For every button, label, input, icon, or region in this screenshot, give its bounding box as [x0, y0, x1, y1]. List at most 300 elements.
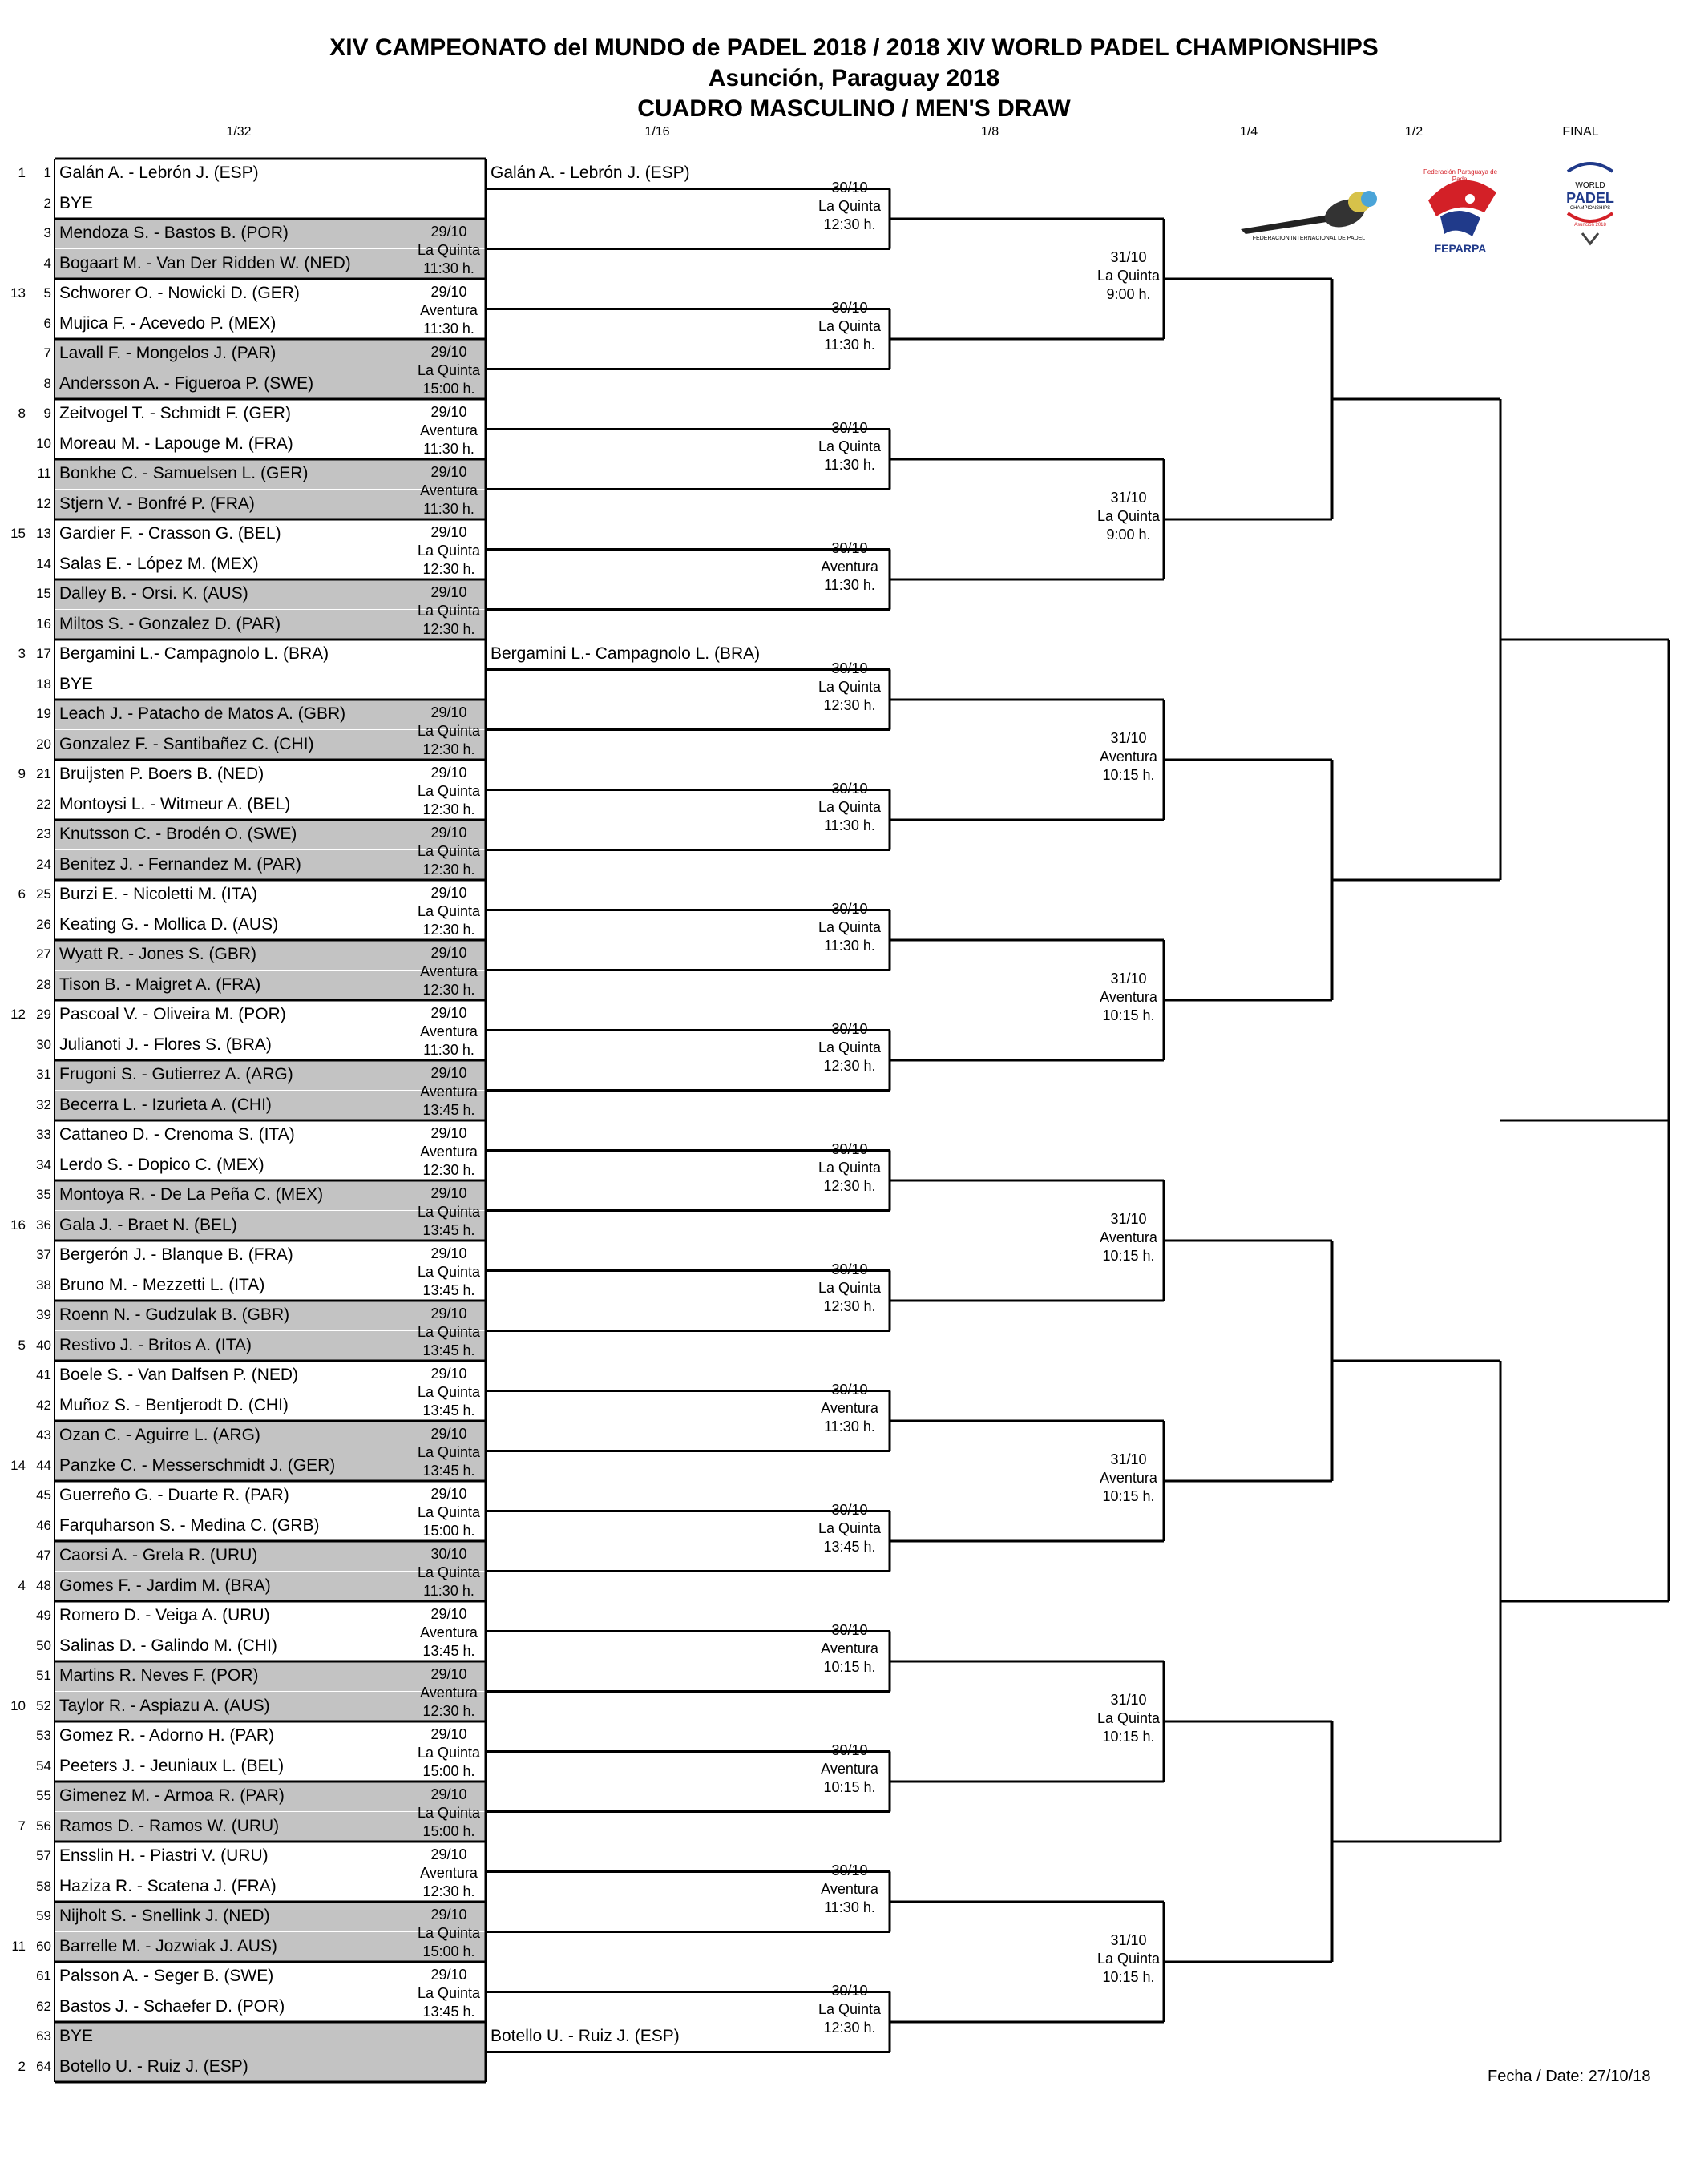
r16-venue: La Quinta — [818, 798, 882, 815]
entry-number: 52 — [36, 1697, 51, 1713]
entry-number: 32 — [36, 1096, 51, 1112]
entry-team: Gardier F. - Crasson G. (BEL) — [59, 524, 281, 543]
r32-venue: La Quinta — [417, 1925, 481, 1941]
entry-number: 34 — [36, 1156, 51, 1172]
r16-date: 30/10 — [831, 539, 868, 556]
entry-team: Roenn N. - Gudzulak B. (GBR) — [59, 1305, 290, 1324]
entry-number: 51 — [36, 1668, 51, 1683]
r8-venue: La Quinta — [1096, 1951, 1161, 1967]
entry-team: Gomez R. - Adorno H. (PAR) — [59, 1726, 275, 1745]
r16-venue: La Quinta — [818, 918, 882, 935]
r16-venue: La Quinta — [818, 1159, 882, 1176]
entry-team: Bruno M. - Mezzetti L. (ITA) — [59, 1275, 265, 1294]
r16-date: 30/10 — [831, 179, 868, 196]
r32-date: 29/10 — [430, 1245, 467, 1261]
r16-time: 13:45 h. — [823, 1538, 876, 1555]
entry-team: Mendoza S. - Bastos B. (POR) — [59, 224, 289, 242]
r16-date: 30/10 — [831, 1020, 868, 1037]
r32-time: 12:30 h. — [422, 922, 475, 938]
entry-team: Leach J. - Patacho de Matos A. (GBR) — [59, 704, 346, 723]
r16-venue: La Quinta — [818, 438, 882, 454]
r32-time: 12:30 h. — [422, 801, 475, 817]
r32-venue: La Quinta — [417, 1985, 481, 2001]
entry-team: Moreau M. - Lapouge M. (FRA) — [59, 434, 293, 453]
entry-team: Haziza R. - Scatena J. (FRA) — [59, 1876, 277, 1895]
r32-date: 29/10 — [430, 524, 467, 540]
r16-venue: Aventura — [821, 1880, 878, 1897]
entry-seed: 13 — [10, 285, 26, 301]
date-label: Fecha / Date: 27/10/18 — [1488, 2068, 1651, 2085]
entry-seed: 14 — [10, 1457, 26, 1473]
entry-number: 35 — [36, 1187, 51, 1202]
title-line-2: Asunción, Paraguay 2018 — [708, 65, 1000, 91]
entry-team: Barrelle M. - Jozwiak J. AUS) — [59, 1936, 277, 1955]
r32-date: 29/10 — [430, 1907, 467, 1923]
r32-time: 13:45 h. — [422, 1402, 475, 1418]
entry-team: Bogaart M. - Van Der Ridden W. (NED) — [59, 253, 351, 272]
r32-time: 11:30 h. — [423, 1042, 474, 1058]
entry-team: Bonkhe C. - Samuelsen L. (GER) — [59, 464, 309, 482]
r32-time: 13:45 h. — [422, 1282, 475, 1298]
bye-advance-team: Galán A. - Lebrón J. (ESP) — [491, 163, 690, 182]
r16-date: 30/10 — [831, 1501, 868, 1518]
r32-venue: La Quinta — [417, 783, 481, 799]
r16-time: 11:30 h. — [824, 1899, 875, 1915]
r32-venue: La Quinta — [417, 903, 481, 919]
r32-time: 11:30 h. — [423, 260, 474, 276]
entry-number: 64 — [36, 2058, 51, 2074]
entry-team: Becerra L. - Izurieta A. (CHI) — [59, 1095, 272, 1114]
r32-date: 29/10 — [430, 1185, 467, 1201]
entry-number: 38 — [36, 1277, 51, 1293]
wpc-logo-text-2: PADEL — [1566, 190, 1614, 206]
round-label-r32: 1/32 — [226, 125, 252, 139]
entry-number: 15 — [36, 586, 51, 601]
r32-venue: La Quinta — [417, 543, 481, 559]
entry-seed: 12 — [10, 1007, 26, 1022]
entry-number: 36 — [36, 1217, 51, 1233]
r32-time: 12:30 h. — [422, 1703, 475, 1719]
entry-number: 14 — [36, 555, 51, 571]
entry-number: 26 — [36, 916, 51, 932]
entry-seed: 10 — [10, 1697, 26, 1713]
r16-date: 30/10 — [831, 1741, 868, 1758]
r32-time: 11:30 h. — [423, 501, 474, 517]
entry-number: 46 — [36, 1517, 51, 1533]
entry-team: Lerdo S. - Dopico C. (MEX) — [59, 1155, 264, 1174]
entry-number: 55 — [36, 1788, 51, 1803]
entry-team: Ozan C. - Aguirre L. (ARG) — [59, 1426, 260, 1444]
r32-date: 29/10 — [430, 1486, 467, 1502]
r16-venue: La Quinta — [818, 197, 882, 214]
entry-seed: 4 — [18, 1577, 26, 1593]
entry-number: 48 — [36, 1577, 51, 1593]
entry-team: Stjern V. - Bonfré P. (FRA) — [59, 494, 255, 513]
r32-venue: La Quinta — [417, 242, 481, 258]
r16-date: 30/10 — [831, 419, 868, 436]
entry-team: BYE — [59, 674, 94, 693]
r32-venue: La Quinta — [417, 1805, 481, 1821]
entry-number: 1 — [43, 165, 51, 180]
r32-date: 29/10 — [430, 1726, 467, 1742]
entry-team: Boele S. - Van Dalfsen P. (NED) — [59, 1366, 299, 1384]
entry-seed: 7 — [18, 1818, 26, 1834]
r32-time: 15:00 h. — [422, 1823, 475, 1839]
r32-venue: La Quinta — [417, 1324, 481, 1340]
r32-date: 29/10 — [430, 945, 467, 961]
r32-venue: La Quinta — [417, 1264, 481, 1280]
r8-time: 10:15 h. — [1102, 1248, 1155, 1264]
entry-seed: 8 — [18, 406, 26, 421]
r16-time: 11:30 h. — [824, 1418, 875, 1435]
r32-date: 29/10 — [430, 1606, 467, 1622]
r16-date: 30/10 — [831, 1862, 868, 1878]
entry-number: 42 — [36, 1397, 51, 1413]
entry-number: 10 — [36, 435, 51, 451]
r32-time: 13:45 h. — [422, 1643, 475, 1659]
r16-date: 30/10 — [831, 1140, 868, 1157]
entry-number: 16 — [36, 615, 51, 632]
entry-team: Keating G. - Mollica D. (AUS) — [59, 914, 279, 934]
entry-number: 19 — [36, 706, 51, 721]
r16-date: 30/10 — [831, 1381, 868, 1398]
r16-date: 30/10 — [831, 900, 868, 917]
r32-date: 29/10 — [430, 1065, 467, 1081]
r8-date: 31/10 — [1110, 1692, 1147, 1708]
entry-team: Panzke C. - Messerschmidt J. (GER) — [59, 1455, 336, 1475]
entry-number: 49 — [36, 1608, 51, 1623]
wpc-logo-text-3: CHAMPIONSHIPS — [1569, 206, 1611, 211]
entry-number: 45 — [36, 1487, 51, 1503]
entry-seed: 9 — [18, 766, 26, 781]
r16-date: 30/10 — [831, 1982, 868, 1999]
round-label-sf: 1/2 — [1404, 125, 1423, 139]
entry-seed: 16 — [10, 1217, 26, 1233]
entry-team: Ensslin H. - Piastri V. (URU) — [59, 1846, 269, 1865]
r16-date: 30/10 — [831, 299, 868, 316]
r32-venue: La Quinta — [417, 1384, 481, 1400]
fip-logo-text: FEDERACION INTERNACIONAL DE PADEL — [1252, 236, 1366, 241]
entry-team: Gonzalez F. - Santibañez C. (CHI) — [59, 734, 314, 753]
r32-time: 12:30 h. — [422, 621, 475, 637]
r32-time: 12:30 h. — [422, 1883, 475, 1899]
r32-venue: Aventura — [420, 1685, 478, 1701]
entry-seed: 15 — [10, 526, 26, 541]
entry-number: 6 — [43, 315, 51, 331]
r16-venue: Aventura — [821, 1640, 878, 1657]
entry-number: 61 — [36, 1968, 51, 1983]
entry-team: Montoysi L. - Witmeur A. (BEL) — [59, 794, 291, 813]
r16-venue: La Quinta — [818, 1279, 882, 1296]
entry-number: 17 — [36, 646, 51, 661]
r32-time: 11:30 h. — [423, 321, 474, 337]
entry-team: Zeitvogel T. - Schmidt F. (GER) — [59, 404, 292, 422]
entry-team: Bergerón J. - Blanque B. (FRA) — [59, 1245, 293, 1264]
r16-date: 30/10 — [831, 780, 868, 797]
r32-venue: Aventura — [420, 1624, 478, 1640]
entry-number: 27 — [36, 946, 51, 962]
r16-venue: La Quinta — [818, 1519, 882, 1536]
entry-number: 58 — [36, 1878, 51, 1894]
entry-team: Peeters J. - Jeuniaux L. (BEL) — [59, 1756, 285, 1775]
entry-number: 7 — [43, 345, 51, 361]
r32-venue: La Quinta — [417, 1564, 481, 1580]
r8-venue: La Quinta — [1096, 268, 1161, 284]
entry-number: 43 — [36, 1427, 51, 1443]
r8-time: 9:00 h. — [1106, 527, 1151, 543]
r8-date: 31/10 — [1110, 490, 1147, 506]
r32-date: 29/10 — [430, 464, 467, 480]
entry-number: 41 — [36, 1367, 51, 1382]
r32-date: 29/10 — [430, 825, 467, 841]
entry-team: Miltos S. - Gonzalez D. (PAR) — [59, 614, 281, 633]
r32-time: 15:00 h. — [422, 1943, 475, 1959]
r32-time: 12:30 h. — [422, 862, 475, 878]
r16-date: 30/10 — [831, 660, 868, 676]
r8-date: 31/10 — [1110, 1211, 1147, 1227]
r8-time: 10:15 h. — [1102, 1729, 1155, 1745]
r32-venue: Aventura — [420, 422, 478, 438]
entry-number: 30 — [36, 1036, 51, 1052]
entry-team: Nijholt S. - Snellink J. (NED) — [59, 1907, 270, 1925]
entry-team: Taylor R. - Aspiazu A. (AUS) — [59, 1696, 270, 1715]
bye-advance-team: Botello U. - Ruiz J. (ESP) — [491, 2027, 680, 2045]
entry-number: 23 — [36, 826, 51, 841]
r32-venue: La Quinta — [417, 1204, 481, 1220]
entry-team: BYE — [59, 2027, 94, 2045]
r16-time: 11:30 h. — [824, 937, 875, 954]
r32-time: 13:45 h. — [422, 1222, 475, 1238]
entry-number: 20 — [36, 736, 51, 752]
r16-time: 12:30 h. — [823, 1297, 876, 1314]
round-label-r16: 1/16 — [644, 125, 670, 139]
r16-date: 30/10 — [831, 1621, 868, 1638]
entry-number: 21 — [36, 766, 51, 781]
entry-team: Muñoz S. - Bentjerodt D. (CHI) — [59, 1395, 289, 1414]
r32-time: 15:00 h. — [422, 1523, 475, 1539]
r32-date: 29/10 — [430, 1967, 467, 1983]
entry-number: 40 — [36, 1337, 51, 1353]
r32-venue: Aventura — [420, 1865, 478, 1881]
r8-time: 10:15 h. — [1102, 1007, 1155, 1023]
entry-team: Frugoni S. - Gutierrez A. (ARG) — [59, 1065, 293, 1084]
entry-number: 13 — [36, 526, 51, 541]
r8-venue: La Quinta — [1096, 508, 1161, 524]
r16-time: 11:30 h. — [824, 456, 875, 473]
r32-date: 29/10 — [430, 885, 467, 901]
entry-team: Gimenez M. - Armoa R. (PAR) — [59, 1786, 285, 1805]
r32-venue: La Quinta — [417, 603, 481, 619]
entry-number: 39 — [36, 1307, 51, 1322]
entry-team: Tison B. - Maigret A. (FRA) — [59, 975, 261, 994]
r16-venue: Aventura — [821, 558, 878, 575]
r32-time: 11:30 h. — [423, 1583, 474, 1599]
entry-team: Martins R. Neves F. (POR) — [59, 1666, 259, 1685]
entry-number: 29 — [36, 1007, 51, 1022]
bye-advance-team: Bergamini L.- Campagnolo L. (BRA) — [491, 644, 761, 663]
r32-time: 12:30 h. — [422, 561, 475, 577]
r32-date: 29/10 — [430, 1786, 467, 1802]
entry-number: 3 — [43, 225, 51, 240]
r16-venue: Aventura — [821, 1760, 878, 1777]
r32-date: 29/10 — [430, 344, 467, 360]
r16-time: 12:30 h. — [823, 1177, 876, 1194]
entry-team: Salinas D. - Galindo M. (CHI) — [59, 1636, 277, 1655]
title-line-3: CUADRO MASCULINO / MEN'S DRAW — [637, 95, 1071, 122]
entry-team: Julianoti J. - Flores S. (BRA) — [59, 1035, 272, 1054]
wpc-logo-text-1: WORLD — [1575, 181, 1605, 190]
r16-venue: La Quinta — [818, 678, 882, 695]
entry-number: 9 — [43, 406, 51, 421]
r32-time: 13:45 h. — [422, 2004, 475, 2020]
r32-date: 29/10 — [430, 765, 467, 781]
entry-team: Andersson A. - Figueroa P. (SWE) — [59, 373, 314, 393]
r16-venue: La Quinta — [818, 1039, 882, 1055]
entry-seed: 1 — [18, 165, 26, 180]
r8-venue: Aventura — [1100, 1229, 1157, 1245]
r32-venue: Aventura — [420, 963, 478, 979]
r32-time: 12:30 h. — [422, 982, 475, 998]
entry-team: Gala J. - Braet N. (BEL) — [59, 1215, 237, 1234]
entry-team: Burzi E. - Nicoletti M. (ITA) — [59, 885, 257, 903]
r32-time: 13:45 h. — [422, 1102, 475, 1118]
entry-number: 63 — [36, 2028, 51, 2044]
r8-date: 31/10 — [1110, 971, 1147, 987]
r32-time: 13:45 h. — [422, 1342, 475, 1358]
entry-number: 53 — [36, 1728, 51, 1743]
r16-time: 11:30 h. — [824, 576, 875, 593]
entry-team: Montoya R. - De La Peña C. (MEX) — [59, 1185, 324, 1204]
entry-team: Lavall F. - Mongelos J. (PAR) — [59, 344, 277, 362]
r32-date: 29/10 — [430, 1426, 467, 1442]
entry-team: Palsson A. - Seger B. (SWE) — [59, 1967, 274, 1985]
r16-time: 12:30 h. — [823, 2019, 876, 2036]
entry-number: 24 — [36, 856, 51, 872]
entry-number: 8 — [43, 375, 51, 391]
round-label-qf: 1/4 — [1239, 125, 1258, 139]
r32-date: 29/10 — [430, 1305, 467, 1322]
entry-team: Guerreño G. - Duarte R. (PAR) — [59, 1486, 289, 1504]
entry-team: Farquharson S. - Medina C. (GRB) — [59, 1515, 320, 1535]
r32-venue: La Quinta — [417, 362, 481, 378]
r16-time: 10:15 h. — [823, 1658, 876, 1675]
r32-date: 30/10 — [430, 1546, 467, 1562]
entry-number: 56 — [36, 1818, 51, 1834]
entry-number: 4 — [43, 255, 51, 271]
r16-time: 12:30 h. — [823, 216, 876, 232]
entry-team: Knutsson C. - Brodén O. (SWE) — [59, 825, 297, 843]
entry-number: 12 — [36, 495, 51, 511]
entry-number: 33 — [36, 1127, 51, 1142]
entry-number: 28 — [36, 976, 51, 992]
entry-team: BYE — [59, 193, 94, 212]
r32-time: 11:30 h. — [423, 441, 474, 457]
entry-team: Dalley B. - Orsi. K. (AUS) — [59, 584, 248, 603]
r32-venue: La Quinta — [417, 1444, 481, 1460]
r32-time: 15:00 h. — [422, 1763, 475, 1779]
entry-team: Schworer O. - Nowicki D. (GER) — [59, 284, 300, 302]
feparpa-logo-text: FEPARPA — [1434, 242, 1487, 255]
r32-date: 29/10 — [430, 1125, 467, 1141]
r16-time: 11:30 h. — [824, 817, 875, 833]
r32-time: 13:45 h. — [422, 1463, 475, 1479]
r8-venue: Aventura — [1100, 1470, 1157, 1486]
r8-venue: Aventura — [1100, 989, 1157, 1005]
r8-date: 31/10 — [1110, 730, 1147, 746]
entry-team: Bergamini L.- Campagnolo L. (BRA) — [59, 644, 329, 663]
entry-number: 5 — [43, 285, 51, 301]
r32-venue: Aventura — [420, 482, 478, 498]
r8-venue: La Quinta — [1096, 1710, 1161, 1726]
r8-time: 10:15 h. — [1102, 767, 1155, 783]
r32-date: 29/10 — [430, 284, 467, 300]
entry-team: Bruijsten P. Boers B. (NED) — [59, 765, 264, 783]
entry-seed: 3 — [18, 646, 26, 661]
r32-venue: Aventura — [420, 1144, 478, 1160]
r16-time: 10:15 h. — [823, 1778, 876, 1795]
r8-time: 10:15 h. — [1102, 1488, 1155, 1504]
entry-team: Ramos D. - Ramos W. (URU) — [59, 1816, 280, 1835]
entry-number: 47 — [36, 1548, 51, 1563]
r8-venue: Aventura — [1100, 749, 1157, 765]
entry-number: 59 — [36, 1908, 51, 1923]
r32-date: 29/10 — [430, 404, 467, 420]
r16-date: 30/10 — [831, 1261, 868, 1277]
entry-team: Gomes F. - Jardim M. (BRA) — [59, 1576, 271, 1595]
r16-venue: La Quinta — [818, 317, 882, 334]
entry-number: 18 — [36, 676, 51, 692]
entry-seed: 6 — [18, 886, 26, 902]
r32-venue: La Quinta — [417, 843, 481, 859]
r32-venue: Aventura — [420, 1084, 478, 1100]
r32-venue: La Quinta — [417, 1745, 481, 1761]
entry-team: Wyatt R. - Jones S. (GBR) — [59, 945, 257, 963]
entry-team: Restivo J. - Britos A. (ITA) — [59, 1335, 252, 1354]
entry-seed: 11 — [11, 1938, 26, 1954]
entry-seed: 2 — [18, 2058, 26, 2074]
r32-date: 29/10 — [430, 224, 467, 240]
feparpa-logo-arc: Federación Paraguaya de Padel — [1423, 168, 1498, 183]
entry-number: 57 — [36, 1848, 51, 1863]
entry-seed: 5 — [18, 1337, 26, 1353]
r32-date: 29/10 — [430, 1366, 467, 1382]
r32-date: 29/10 — [430, 704, 467, 720]
entry-number: 54 — [36, 1757, 51, 1774]
entry-team: Botello U. - Ruiz J. (ESP) — [59, 2056, 248, 2076]
r16-time: 12:30 h. — [823, 1057, 876, 1074]
wpc-logo-text-4: Asunción 2018 — [1574, 223, 1606, 228]
r8-date: 31/10 — [1110, 249, 1147, 265]
entry-number: 62 — [36, 1998, 51, 2014]
r32-venue: La Quinta — [417, 723, 481, 739]
r16-venue: La Quinta — [818, 2000, 882, 2017]
entry-number: 2 — [43, 195, 51, 211]
entry-team: Salas E. - López M. (MEX) — [59, 554, 259, 573]
entry-team: Galán A. - Lebrón J. (ESP) — [59, 163, 259, 182]
r8-date: 31/10 — [1110, 1932, 1147, 1948]
entry-number: 37 — [36, 1247, 51, 1262]
r8-time: 9:00 h. — [1106, 286, 1151, 302]
entry-number: 11 — [37, 466, 51, 481]
round-label-final: FINAL — [1562, 125, 1599, 139]
entry-number: 25 — [36, 886, 51, 902]
r16-venue: Aventura — [821, 1399, 878, 1416]
entry-number: 22 — [36, 796, 51, 812]
r32-venue: La Quinta — [417, 1504, 481, 1520]
r16-time: 11:30 h. — [824, 336, 875, 353]
entry-team: Pascoal V. - Oliveira M. (POR) — [59, 1005, 286, 1023]
r32-venue: Aventura — [420, 1023, 478, 1039]
